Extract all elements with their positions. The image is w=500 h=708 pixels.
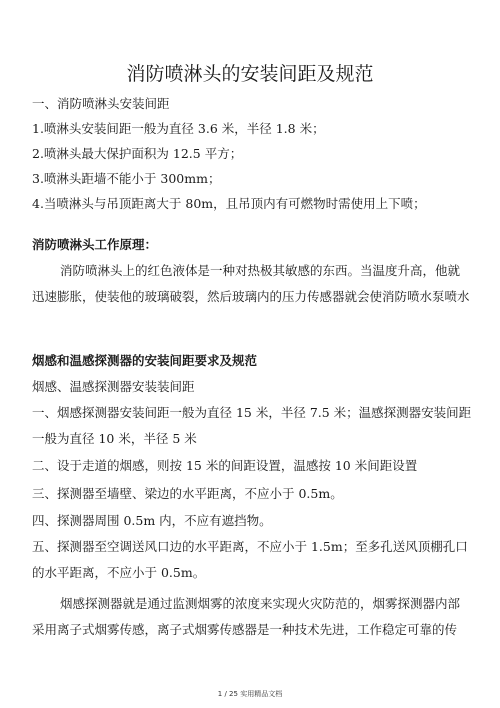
detector-item-2: 二、设于走道的烟感，则按 15 米的间距设置，温感按 10 米间距设置 xyxy=(32,458,418,473)
sprinkler-item-3: 3.喷淋头距墙不能小于 300mm； xyxy=(32,171,221,186)
detector-item-4: 四、探测器周围 0.5m 内，不应有遮挡物。 xyxy=(32,513,272,528)
detector-subheading: 烟感、温感探测器安装装间距 xyxy=(32,379,195,394)
detector-closing: 烟感探测器就是通过监测烟雾的浓度来实现火灾防范的，烟雾探测器内部采用离子式烟雾传感，离子式烟雾传感器是一种技术先进，工作稳定可靠的传 xyxy=(32,596,461,637)
sprinkler-heading: 一、消防喷淋头安装间距 xyxy=(32,96,170,111)
page-title: 消防喷淋头的安装间距及规范 xyxy=(126,63,374,85)
page-footer: 1 / 25 实用精品文档 xyxy=(217,690,283,698)
detector-item-3: 三、探测器至墙壁、梁边的水平距离，不应小于 0.5m。 xyxy=(32,486,343,501)
detector-heading: 烟感和温感探测器的安装间距要求及规范 xyxy=(32,353,258,368)
sprinkler-item-2: 2.喷淋头最大保护面积为 12.5 平方； xyxy=(32,146,243,161)
detector-item-1: 一、烟感探测器安装间距一般为直径 15 米，半径 7.5 米；温感探测器安装间距一般为直径 10 米，半径 5 米 xyxy=(32,405,472,446)
detector-item-5: 五、探测器至空调送风口边的水平距离，不应小于 1.5m；至多孔送风顶棚孔口的水平距离，不应小于 0.5m。 xyxy=(32,539,468,580)
principle-text: 消防喷淋头上的红色液体是一种对热极其敏感的东西。当温度升高，他就迅速膨胀，使装他的玻璃破裂，然后玻璃内的压力传感器就会使消防喷水泵喷水 xyxy=(32,263,470,304)
sprinkler-item-1: 1.喷淋头安装间距一般为直径 3.6 米，半径 1.8 米； xyxy=(32,121,325,136)
sprinkler-item-4: 4.当喷淋头与吊顶距离大于 80m，且吊顶内有可燃物时需使用上下喷； xyxy=(32,196,426,211)
principle-heading: 消防喷淋头工作原理： xyxy=(32,237,158,252)
